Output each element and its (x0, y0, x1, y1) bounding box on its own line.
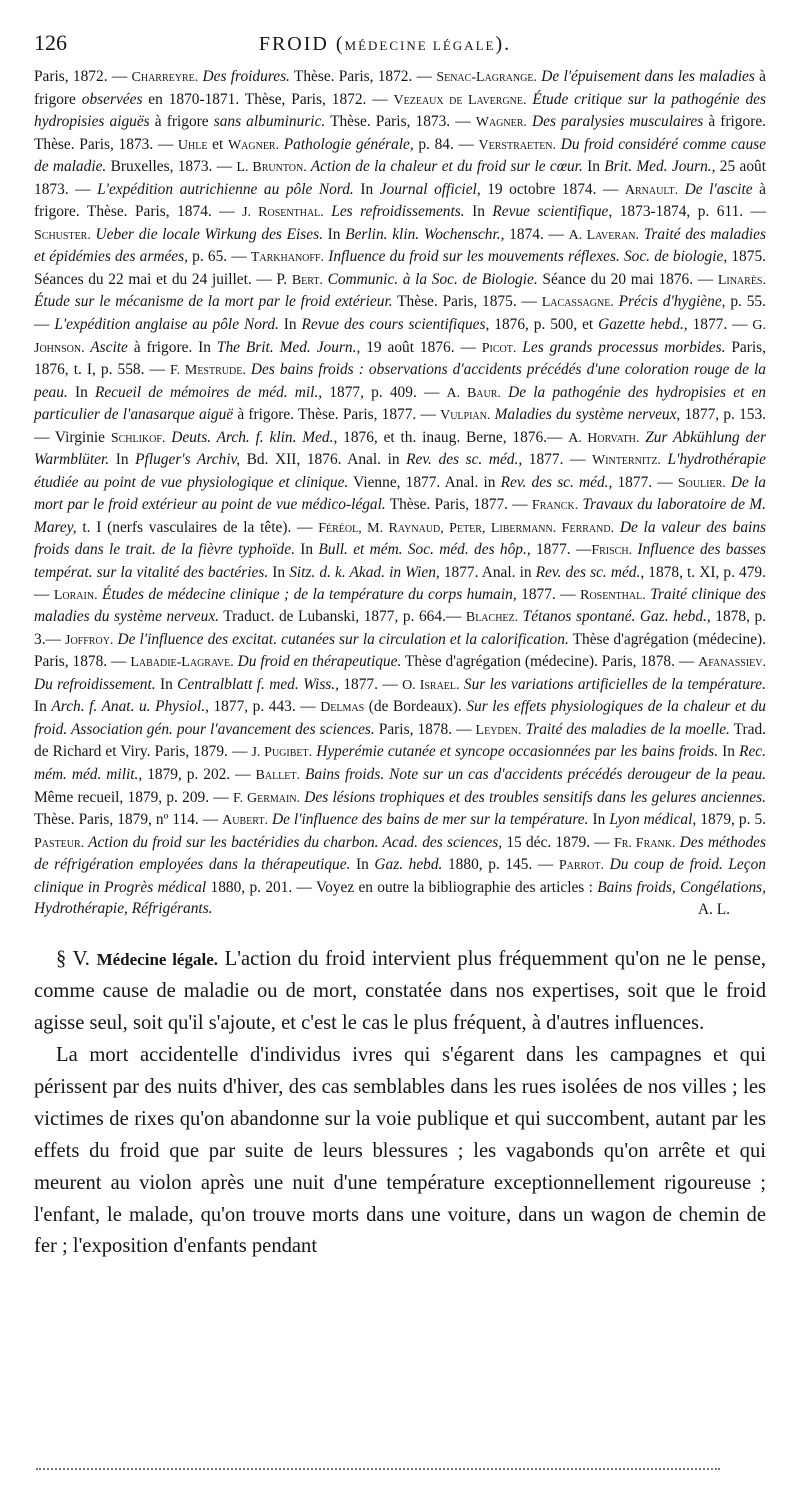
biblio-title-run: Journal officiel, (379, 180, 481, 198)
biblio-title-run: Bains froids. Note sur un cas d'accidents précédés derougeur de la peau. (300, 765, 767, 783)
biblio-author-run: Wagner. (227, 137, 280, 153)
running-head-main: FROID ( (258, 33, 345, 55)
biblio-title-run: Travaux du laboratoire de M. Marey, (34, 496, 766, 536)
biblio-text-run: Trad. de Richard et Viry. Paris, 1879. — (34, 720, 766, 761)
biblio-text-run: 25 août 1873. — (34, 158, 766, 198)
biblio-author-run: Labadie-Lagrave. (130, 655, 234, 671)
biblio-text-run: en 1870-1871. Thèse, Paris, 1872. — (142, 90, 394, 108)
biblio-text-run: In (588, 811, 610, 829)
biblio-author-run: Bert. (291, 272, 323, 288)
biblio-title-run: Arch. f. Anat. u. Physiol., (51, 698, 209, 716)
biblio-author-run: Afanassiev. (698, 655, 766, 671)
biblio-text-run: 1880, p. 201. — Voyez en outre la bibliographie des articles : (206, 878, 598, 896)
biblio-author-run: Pasteur. (34, 835, 85, 851)
biblio-title-run: Influence des basses températ. sur la vitalité des bactéries. (34, 541, 766, 582)
biblio-text-run: 1877. — (687, 316, 753, 334)
biblio-title-run: Deuts. Arch. f. klin. Med., (165, 428, 338, 446)
bibliography-block (34, 66, 766, 920)
biblio-title-run: Traité des maladies de la moelle. (521, 720, 730, 738)
biblio-title-run: The Brit. Med. Journ., (216, 338, 361, 356)
biblio-text-run: 1877, p. 153.— Virginie (34, 406, 766, 446)
author-signature: A. L. (697, 900, 730, 918)
biblio-text-run: In (353, 180, 380, 198)
biblio-author-run: Schlikof. (110, 430, 166, 446)
biblio-author-run: Picot. (481, 340, 517, 356)
biblio-text-run: 1877. — (612, 473, 678, 491)
biblio-author-run: Soulier. (677, 475, 726, 491)
running-head-subject: MÉDECINE LÉGALE (344, 38, 496, 53)
biblio-title-run: observées (81, 90, 143, 108)
biblio-text-run: 1874. — (504, 225, 569, 243)
biblio-text-run: Thèse. Paris, 1872. — (289, 68, 437, 85)
biblio-title-run: Sur les variations artificielles de la température. (459, 675, 766, 693)
biblio-author-run: Wagner. (475, 115, 527, 131)
biblio-author-run: Leyden. (475, 722, 522, 738)
biblio-author-run: A. Baur. (446, 385, 501, 401)
biblio-text-run: 1879, p. 202. — (142, 765, 256, 783)
biblio-text-run: Thèse d'agrégation (médecine). Paris, 1878. — (34, 630, 766, 671)
biblio-title-run: De la mort par le froid extérieur au point de vue médico-légal. (34, 473, 766, 514)
biblio-text-run: 1877. — (339, 675, 403, 693)
biblio-text-run: In (322, 225, 346, 243)
biblio-text-run: Thèse d'agrégation (médecine). Paris, 1878. — (401, 653, 699, 671)
biblio-text-run: 15 déc. 1879. — (502, 833, 614, 851)
biblio-text-run: et (207, 135, 228, 153)
biblio-text-run: Paris, 1876, t. I, p. 558. — (34, 338, 766, 379)
biblio-text-run: Bruxelles, 1873. — (106, 158, 237, 176)
biblio-author-run: Vezeaux de Lavergne. (393, 92, 527, 108)
section-title: Médecine légale. (96, 950, 218, 970)
biblio-author-run: Winternitz. (592, 453, 661, 469)
biblio-author-run: F. Germain. (232, 790, 301, 806)
biblio-text-run: 1876, et th. inaug. Berne, 1876.— (337, 428, 569, 446)
biblio-text-run: In (464, 203, 493, 221)
biblio-title-run: L'expédition anglaise au pôle Nord. (54, 316, 279, 334)
paragraph-text-1: L'action du froid intervient plus fréquemment qu'on ne le pense, comme cause de maladie ou de mort, constatée dans nos expertises, soit que le froid agisse seul, soit qu'il s'ajoute, et c'est le cas le plus fréquent, à d'autres influences. (34, 948, 766, 1035)
biblio-text-run: à frigore. Thèse. Paris, 1873. — (34, 113, 767, 153)
biblio-text-run: Séance du 20 mai 1876. — (537, 270, 718, 288)
biblio-title-run: De la pathogénie des hydropisies et en particulier de l'anasarque aiguë (34, 383, 766, 424)
biblio-text-run: In (155, 675, 178, 693)
biblio-author-run: Rosenthal. (580, 587, 646, 603)
running-head (94, 33, 766, 56)
biblio-text-run: Vienne, 1877. Anal. in (348, 473, 501, 491)
biblio-text-run: 1878, t. XI, p. 479. — (34, 564, 766, 603)
biblio-text-run: à frigore. Thèse. Paris, 1874. — (34, 180, 766, 221)
biblio-text-run: In (109, 451, 136, 469)
biblio-author-run: A. Laveran. (568, 227, 640, 243)
biblio-title-run: De l'influence des excitat. cutanées sur la circulation et la calorification. (113, 630, 569, 648)
biblio-title-run: Des bains froids : observations d'accidents précédés d'une coloration rouge de la peau. (34, 361, 766, 401)
biblio-author-run: Arnault. (624, 182, 679, 198)
biblio-title-run: Traité des maladies et épidémies des armées, (34, 225, 766, 266)
biblio-author-run: F. Mestrude. (169, 363, 246, 379)
biblio-text-run: 1876, p. 500, et (489, 316, 599, 334)
biblio-text-run: 1877. — (522, 451, 592, 469)
biblio-title-run: Sur les effets physiologiques de la chaleur et du froid. Association gén. pour l'avancement des sciences. (34, 698, 767, 738)
biblio-text-run: 1879, p. 5. (696, 811, 766, 829)
biblio-author-run: G. Johnson. (34, 318, 767, 356)
biblio-title-run: Étude sur le mécanisme de la mort par le froid extérieur. (34, 293, 393, 311)
biblio-author-run: Fr. Frank. (613, 835, 676, 851)
biblio-title-run: Études de médecine clinique ; de la température du corps humain, (97, 585, 517, 603)
biblio-title-run: Ueber die locale Wirkung des Eises. (90, 225, 323, 243)
biblio-title-run: De la valeur des bains froids dans le trait. de la fièvre typhoïde. (34, 518, 766, 559)
section-number: § V. (56, 948, 90, 971)
biblio-title-run: Des paralysies musculaires (526, 113, 704, 131)
biblio-title-run: Action de la chaleur et du froid sur le cœur. (306, 158, 583, 176)
biblio-text-run: p. 65. — (187, 248, 251, 266)
biblio-title-run: Lyon médical, (609, 811, 697, 829)
biblio-title-run: sans albuminuric. (213, 113, 326, 131)
biblio-author-run: Uhle (177, 137, 208, 153)
page-header (34, 30, 766, 58)
biblio-title-run: De l'épuisement dans les maladies (536, 68, 755, 85)
biblio-text-run: Thèse. Paris, 1873. — (325, 113, 476, 131)
biblio-title-run: Étude critique sur la pathogénie des hydropisies aiguës (34, 90, 767, 131)
biblio-title-run: Maladies du système nerveux, (490, 406, 681, 424)
biblio-title-run: Rev. des sc. méd., (535, 564, 645, 582)
biblio-author-run: Delmas (320, 700, 365, 716)
biblio-title-run: Revue scientifique, (492, 203, 613, 221)
biblio-text-run: In (34, 698, 52, 716)
biblio-title-run: Du froid en thérapeutique. (233, 653, 402, 671)
biblio-author-run: Ballet. (255, 767, 301, 783)
biblio-title-run: Hyperémie cutanée et syncope occasionnées par les bains froids. (312, 743, 719, 761)
biblio-text-run: à frigore (149, 113, 214, 131)
biblio-title-run: Action du froid sur les bactéridies du charbon. Acad. des sciences, (84, 833, 503, 851)
biblio-author-run: Lacassagne. (541, 295, 614, 311)
biblio-text-run: 1875. Séances du 22 mai et du 24 juillet. — P. (34, 248, 766, 288)
biblio-title-run: De l'ascite (678, 180, 753, 198)
biblio-title-run: Communic. à la Soc. de Biologie. (322, 270, 538, 288)
biblio-title-run: Centralblatt f. med. Wiss., (177, 675, 339, 693)
biblio-title-run: Brit. Med. Journ., (604, 158, 716, 176)
biblio-title-run: Gaz. hebd. (374, 856, 443, 874)
biblio-author-run: Charreyre. (131, 70, 199, 85)
biblio-title-run: Précis d'hygiène, (613, 293, 726, 311)
biblio-author-run: Joffroy. (65, 632, 114, 648)
biblio-title-run: Des lésions trophiques et des troubles sensitifs dans les gelures anciennes. (300, 788, 766, 806)
biblio-author-run: Franck. (531, 498, 579, 514)
biblio-title-run: Rev. des sc. méd., (406, 451, 523, 469)
biblio-title-run: De l'influence des bains de mer sur la température. (267, 811, 589, 829)
biblio-title-run: Des méthodes de réfrigération employées dans la thérapeutique. (34, 833, 766, 874)
biblio-text-run: t. I (nerfs vasculaires de la tête). — (76, 518, 319, 536)
biblio-title-run: Les refroidissements. (323, 203, 465, 221)
biblio-title-run: Pathologie générale, (279, 135, 414, 153)
biblio-text-run: Même recueil, 1879, p. 209. — (34, 788, 233, 806)
biblio-text-run: p. 55. — (34, 293, 766, 334)
biblio-title-run: Revue des cours scientifiques, (301, 316, 490, 334)
biblio-title-run: Influence du froid sur les mouvements réflexes. Soc. de biologie, (324, 248, 728, 266)
biblio-title-run: Ascite (84, 338, 128, 356)
biblio-author-run: Schuster. (34, 227, 91, 243)
biblio-author-run: A. Horvath. (568, 430, 640, 446)
biblio-title-run: Pfluger's Archiv, (135, 451, 241, 469)
biblio-author-run: J. Rosenthal. (242, 205, 324, 221)
biblio-title-run: Du refroidissement. (34, 675, 156, 693)
biblio-text-run: Thèse. Paris, 1879, nº 114. — (34, 811, 223, 829)
biblio-title-run: Rec. mém. méd. milit., (34, 743, 766, 783)
biblio-text-run: In (67, 383, 95, 401)
biblio-author-run: Frisch. (591, 543, 633, 559)
biblio-author-run: Féréol, M. Raynaud, Peter, Libermann. Ferrand. (318, 520, 615, 536)
biblio-text-run: p. 84. — (413, 135, 479, 153)
biblio-author-run: Verstraeten. (478, 137, 557, 153)
biblio-author-run: Lorain. (53, 587, 98, 603)
biblio-title-run: Du coup de froid. Leçon clinique in Progrès médical (34, 856, 766, 896)
biblio-text-run: In (582, 158, 605, 176)
biblio-author-run: Linarès. (717, 272, 766, 288)
biblio-text-run: Bd. XII, 1876. Anal. in (240, 451, 407, 469)
biblio-title-run: Traité clinique des maladies du système nerveux. (34, 585, 766, 626)
paragraph-text-2: La mort accidentelle d'individus ivres qui s'égarent dans les campagnes et qui périssent par des nuits d'hiver, des cas semblables dans les rues isolées de nos villes ; les victimes de rixes qu'on abandonne sur la voie publique et qui succombent, autant par les effets du froid que par suite de leurs blessures ; les vagabonds qu'on arrête et qui meurent au violon après une nuit d'une température exceptionnellement rigoureuse ; l'enfant, le malade, qu'on trouve morts dans une voiture, dans un wagon de chemin de fer ; l'exposition d'enfants pendant (34, 1044, 766, 1258)
biblio-text-run: Thèse. Paris, 1875. — (392, 293, 542, 311)
biblio-author-run: Aubert. (222, 813, 268, 829)
biblio-text-run: 19 octobre 1874. — (480, 180, 625, 198)
biblio-text-run: 1877, p. 409. — (322, 383, 447, 401)
biblio-text-run: (de Bordeaux). (364, 698, 467, 716)
biblio-text-run: In (278, 316, 302, 334)
biblio-text-run: 1880, p. 145. — (442, 856, 559, 874)
biblio-text-run: Thèse. Paris, 1877. — (385, 496, 532, 514)
biblio-text-run: 1873-1874, p. 611. — (612, 203, 766, 221)
biblio-text-run: 1877. Anal. in (439, 564, 536, 582)
biblio-author-run: Senac-Lagrange. (436, 70, 537, 85)
page-bottom-rule (36, 1468, 720, 1470)
biblio-title-run: Rev. des sc. méd., (500, 473, 613, 491)
biblio-text-run: Traduct. de Lubanski, 1877, p. 664.— (219, 608, 466, 626)
biblio-text-run: In (350, 856, 375, 874)
biblio-text-run: 1877, p. 443. — (208, 698, 321, 716)
biblio-title-run: L'hydrothérapie étudiée au point de vue physiologique et clinique. (34, 451, 766, 491)
section-paragraph-1 (34, 944, 766, 1040)
biblio-text-run: à frigore. Thèse. Paris, 1877. — (233, 406, 441, 424)
biblio-title-run: Bains froids, Congélations, Hydrothérapie, Réfrigérants. (34, 878, 766, 918)
biblio-title-run: Zur Abkühlung der Warmblüter. (34, 428, 766, 469)
biblio-text-run: 1878, p. 3.— (34, 608, 767, 648)
biblio-text-run: In (294, 541, 319, 559)
biblio-text-run: 1877. — (516, 585, 581, 603)
biblio-title-run: L'expédition autrichienne au pôle Nord. (97, 180, 354, 198)
biblio-author-run: Vulpian. (440, 408, 491, 424)
biblio-text-run: In (268, 564, 290, 582)
biblio-title-run: Des froidures. (198, 68, 290, 85)
biblio-author-run: Blachez. (465, 610, 519, 626)
biblio-author-run: L. Brunton. (236, 160, 307, 176)
biblio-title-run: Tétanos spontané. Gaz. hebd., (518, 608, 711, 626)
biblio-text-run: 19 août 1876. — (360, 338, 482, 356)
biblio-title-run: Bull. et mém. Soc. méd. des hôp., (318, 541, 531, 559)
biblio-title-run: Sitz. d. k. Akad. in Wien, (289, 564, 440, 582)
biblio-author-run: Tarkhanoff. (250, 250, 325, 266)
section-paragraph-2 (34, 1040, 766, 1263)
biblio-author-run: J. Pugibet. (251, 745, 313, 761)
biblio-title-run: Gazette hebd., (598, 316, 688, 334)
biblio-text-run: In (718, 743, 740, 761)
biblio-title-run: Recueil de mémoires de méd. mil., (94, 383, 323, 401)
biblio-title-run: Les grands processus morbides. (516, 338, 726, 356)
biblio-author-run: O. Israel. (402, 677, 460, 693)
biblio-title-run: Du froid considéré comme cause de maladie. (34, 135, 767, 176)
biblio-text-run: à frigore. In (127, 338, 217, 356)
biblio-text-run: à frigore (34, 68, 766, 108)
biblio-text-run: Paris, 1872. — (34, 68, 132, 85)
biblio-text-run: 1877. — (530, 541, 592, 559)
biblio-title-run: Berlin. klin. Wochenschr., (345, 225, 505, 243)
biblio-author-run: Parrot. (558, 858, 604, 874)
running-head-end: ). (495, 33, 512, 55)
page-number: 126 (34, 30, 67, 55)
biblio-text-run: Paris, 1878. — (374, 720, 476, 738)
